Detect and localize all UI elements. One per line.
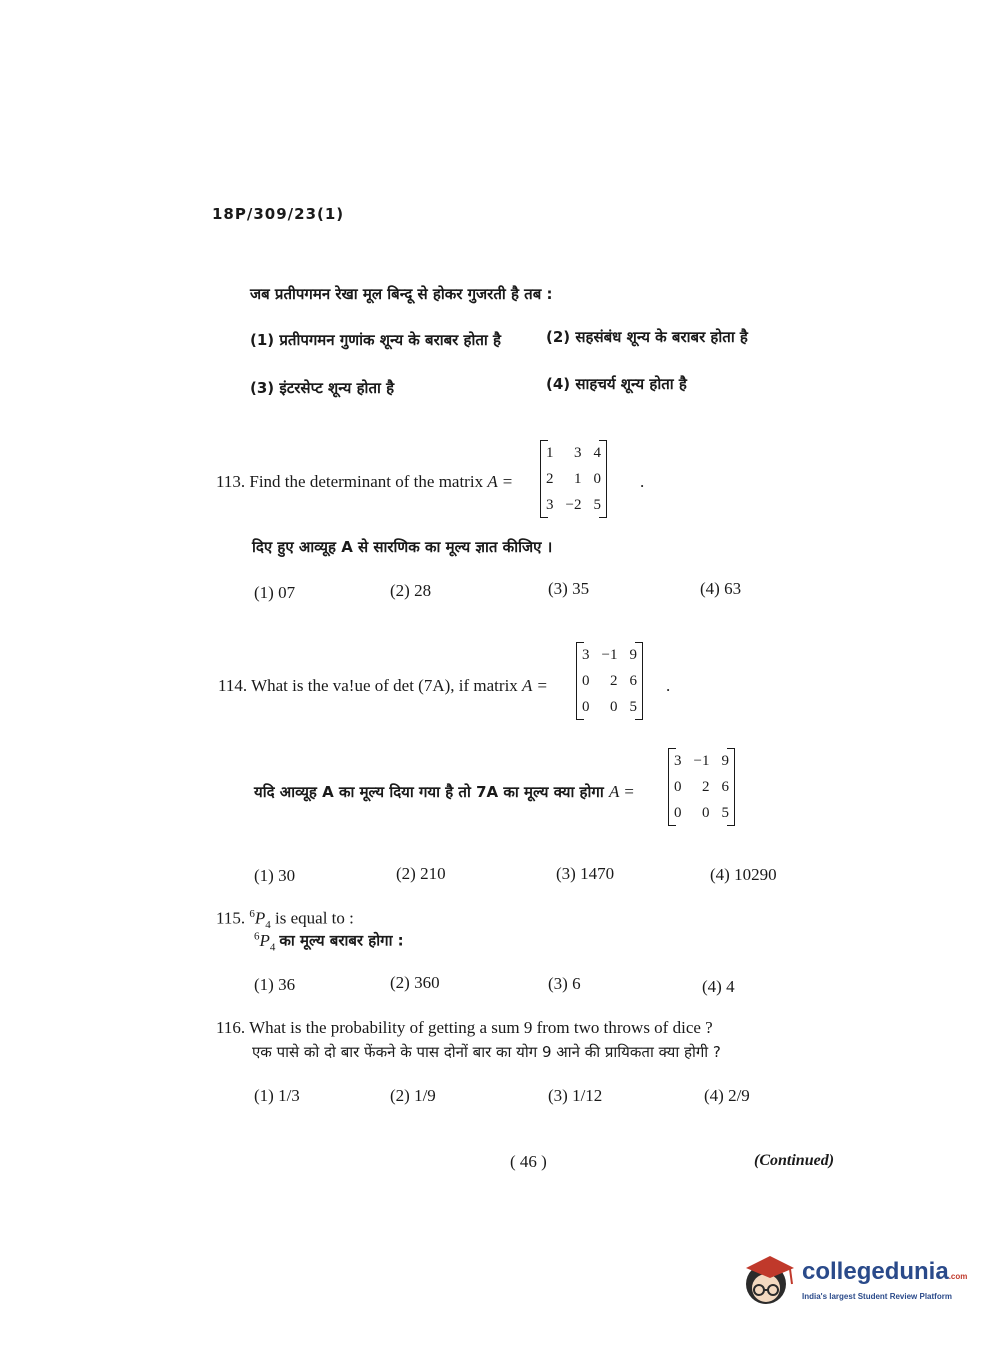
q115-option-3: (3) 6	[548, 974, 581, 993]
q115-option-4: (4) 4	[702, 977, 735, 996]
matrix-cell: 3	[582, 646, 590, 663]
matrix-cell: 4	[593, 444, 601, 461]
matrix-cell: 3	[674, 752, 682, 769]
q115-hindi-letter: P	[259, 930, 270, 950]
q115-hindi-perm	[254, 930, 276, 954]
matrix-cell: 3	[546, 496, 554, 513]
matrix-cell: 5	[721, 804, 729, 821]
paper-code: 18P/309/23(1)	[212, 205, 345, 223]
logo-wordmark	[802, 1258, 967, 1286]
q115-hindi-sub: 4	[269, 941, 276, 954]
matrix-cell: 0	[582, 672, 590, 689]
q116-option-2: (2) 1/9	[390, 1086, 436, 1105]
q114-question	[218, 676, 548, 696]
matrix-cell: 0	[593, 470, 601, 487]
matrix-cell: 0	[701, 804, 710, 821]
matrix-cell: 2	[609, 672, 618, 689]
q114-option-3: (3) 1470	[556, 864, 615, 883]
logo-name: collegedunia	[802, 1258, 949, 1285]
q113-matrix-label: A =	[487, 472, 514, 491]
q113-question	[216, 472, 513, 492]
matrix-cell: 1	[546, 444, 554, 461]
q114-option-4: (4) 10290	[710, 865, 777, 884]
collegedunia-logo	[742, 1250, 972, 1310]
q116-hindi: एक पासे को दो बार फेंकने के पास दोनों बार का योग 9 आने की प्रायिकता क्या होगी ?	[252, 1043, 721, 1061]
q115-sup: 6	[249, 908, 255, 920]
q114-matrix	[576, 642, 643, 720]
matrix-cell: −1	[601, 646, 618, 663]
q115-letter: P	[254, 908, 266, 928]
q113-option-4: (4) 63	[700, 579, 742, 598]
q113-period: .	[640, 472, 645, 491]
q113-number: 113.	[216, 472, 246, 491]
q114-period: .	[666, 676, 671, 695]
q114-hindi-text: यदि आव्यूह A का मूल्य दिया गया है तो 7A का मूल्य क्या होगा	[254, 783, 604, 801]
q113-hindi: दिए हुए आव्यूह A से सारणिक का मूल्य ज्ञात कीजिए ।	[252, 538, 553, 556]
graduate-mascot-icon	[742, 1250, 798, 1310]
q115-text: is equal to :	[275, 908, 354, 928]
q112-option-3: (3) इंटरसेप्ट शून्य होता है	[250, 379, 395, 397]
q115-hindi-line	[254, 930, 404, 953]
matrix-cell: 5	[629, 698, 637, 715]
q112-option-4: (4) साहचर्य शून्य होता है	[546, 375, 687, 393]
matrix-cell: 5	[593, 496, 601, 513]
q114-hindi-matrix	[668, 748, 735, 826]
matrix-cell: 0	[674, 804, 682, 821]
q113-option-2: (2) 28	[390, 581, 432, 600]
matrix-cell: 9	[629, 646, 637, 663]
q112-option-2: (2) सहसंबंध शून्य के बराबर होता है	[546, 328, 748, 346]
q115-number: 115.	[216, 908, 246, 928]
matrix-cell: 2	[701, 778, 710, 795]
q115-hindi: का मूल्य बराबर होगा :	[279, 931, 404, 950]
q116-question	[216, 1018, 713, 1038]
q115-option-1: (1) 36	[254, 975, 296, 994]
q116-option-3: (3) 1/12	[548, 1086, 603, 1105]
q114-text: What is the va!ue of det (7A), if matrix	[251, 676, 518, 695]
q112-option-1: (1) प्रतीपगमन गुणांक शून्य के बराबर होता है	[250, 331, 502, 349]
matrix-cell: 3	[573, 444, 582, 461]
q114-option-2: (2) 210	[396, 864, 446, 883]
q116-text: What is the probability of getting a sum 9 from two throws of dice ?	[249, 1018, 713, 1037]
matrix-cell: 0	[609, 698, 618, 715]
logo-domain: .com	[948, 1272, 968, 1281]
q113-text: Find the determinant of the matrix	[249, 472, 484, 491]
matrix-cell: 6	[629, 672, 637, 689]
logo-tagline: India's largest Student Review Platform	[802, 1292, 952, 1301]
q116-option-1: (1) 1/3	[254, 1086, 300, 1105]
q115-option-2: (2) 360	[390, 973, 440, 992]
q113-option-3: (3) 35	[548, 579, 590, 598]
page-number: ( 46 )	[510, 1152, 547, 1171]
matrix-cell: 0	[674, 778, 682, 795]
matrix-cell: 0	[582, 698, 590, 715]
q114-hindi-matrix-label: A =	[608, 782, 635, 801]
matrix-cell: 9	[721, 752, 729, 769]
matrix-cell: 1	[573, 470, 582, 487]
q112-hindi-stem: जब प्रतीपगमन रेखा मूल बिन्दू से होकर गुजरती है तब :	[250, 285, 553, 303]
q115-hindi-sup: 6	[254, 930, 260, 942]
q113-option-1: (1) 07	[254, 583, 296, 602]
matrix-cell: −2	[565, 496, 582, 513]
q114-option-1: (1) 30	[254, 866, 296, 885]
q116-number: 116.	[216, 1018, 246, 1037]
matrix-cell: 6	[721, 778, 729, 795]
q114-matrix-label: A =	[522, 676, 548, 695]
matrix-cell: 2	[546, 470, 554, 487]
q115-question	[216, 908, 354, 931]
q114-number: 114.	[218, 676, 248, 695]
q113-matrix	[540, 440, 607, 518]
q114-hindi	[254, 782, 635, 802]
continued-label: (Continued)	[754, 1152, 835, 1169]
q116-option-4: (4) 2/9	[704, 1086, 750, 1105]
q115-sub: 4	[265, 919, 271, 932]
matrix-cell: −1	[693, 752, 710, 769]
